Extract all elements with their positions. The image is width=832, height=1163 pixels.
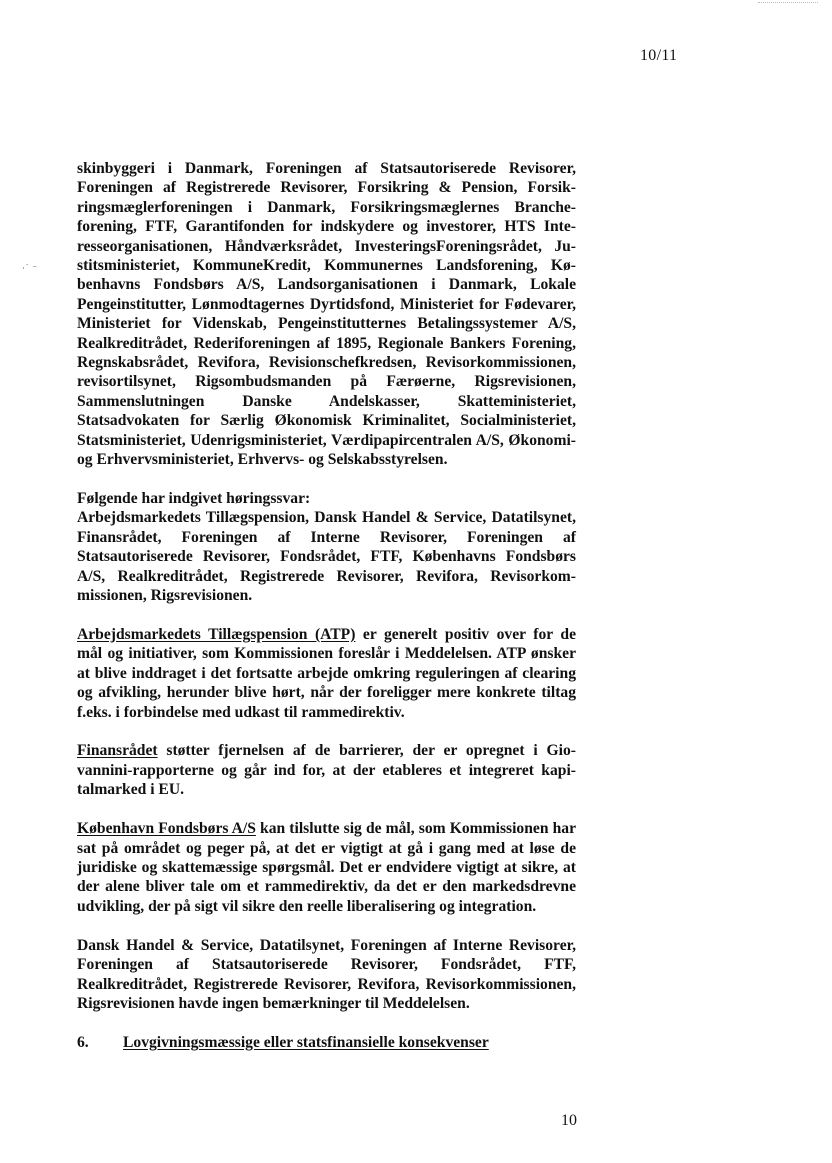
fondsboers-paragraph [77, 819, 576, 916]
finansraadet-label: Finansrådet [77, 742, 158, 760]
fondsboers-label: København Fondsbørs A/S [77, 820, 256, 838]
respondents-list: Arbejdsmarkedets Tillægspension, Dansk Handel & Service, Datatilsynet, Finansrådet, Foreningen af Interne Revisorer, Foreningen af Statsautoriserede Revisorer, Fondsrådet, FTF, Københavns Fondsbørs A/S, Realkreditrådet, Registrerede Revisorer, Revifora, Revisorkommissionen, Rigsrevisionen. [77, 509, 576, 605]
scan-artifact [758, 2, 818, 3]
respondents-heading: Følgende har indgivet høringssvar: [77, 490, 311, 507]
consulted-parties-paragraph: skinbyggeri i Danmark, Foreningen af Statsautoriserede Revisorer, Foreningen af Registrerede Revisorer, Forsikring & Pension, Forsikringsmæglerforeningen i Danmark, Forsikringsmæglernes Brancheforening, FTF, Garantifonden for indskydere og investorer, HTS Interesseorganisationen, Håndværksrådet, InvesteringsForeningsrådet, Justitsministeriet, KommuneKredit, Kommunernes Landsforening, Københavns Fondsbørs A/S, Landsorganisationen i Danmark, Lokale Pengeinstitutter, Lønmodtagernes Dyrtidsfond, Ministeriet for Fødevarer, Ministeriet for Videnskab, Pengeinstitutternes Betalingssystemer A/S, Realkreditrådet, Rederiforeningen af 1895, Regionale Bankers Forening, Regnskabsrådet, Revifora, Revisionschefkredsen, Revisorkommissionen, revisortilsynet, Rigsombudsmanden på Færøerne, Rigsrevisionen, Sammenslutningen Danske Andelskasser, Skatteministeriet, Statsadvokaten for Særlig Økonomisk Kriminalitet, Socialministeriet, Statsministeriet, Udenrigsministeriet, Værdipapircentralen A/S, Økonomi- og Erhvervsministeriet, Erhvervs- og Selskabsstyrelsen. [77, 160, 576, 469]
section-heading [77, 1033, 576, 1052]
finansraadet-text: støtter fjernelsen af de barrierer, der er opregnet i Giovannini-rapporterne og går ind for, at der etableres et integreret kapitalmarked i EU. [77, 742, 576, 799]
scan-artifact: ·˙ ⁻ [22, 264, 37, 274]
fondsboers-text: kan tilslutte sig de mål, som Kommissionen har sat på området og peger på, at det er vigtigt at gå i gang med at løse de juridiske og skattemæssige spørgsmål. Det er endvidere vigtigt at sikre, at der alene bliver tale om et rammedirektiv, da det er den markedsdrevne udvikling, der på sigt vil sikre den reelle liberalisering og integration. [77, 820, 576, 915]
atp-text: er generelt positiv over for de mål og initiativer, som Kommissionen foreslår i Meddelelsen. ATP ønsker at blive inddraget i det fortsatte arbejde omkring reguleringen af clearing og afvikling, herunder blive hørt, når der foreligger mere konkrete tiltag f.eks. i forbindelse med udkast til rammedirektiv. [77, 625, 576, 721]
finansraadet-paragraph [77, 741, 576, 799]
atp-paragraph [77, 625, 576, 722]
document-body [77, 159, 576, 1052]
page-reference: 10/11 [640, 47, 678, 64]
section-title: Lovgivningsmæssige eller statsfinansielle konsekvenser [123, 1033, 489, 1051]
section-number: 6. [77, 1033, 89, 1051]
no-comments-paragraph: Dansk Handel & Service, Datatilsynet, Foreningen af Interne Revisorer, Foreningen af Statsautoriserede Revisorer, Fondsrådet, FTF, Realkreditrådet, Registrerede Revisorer, Revifora, Revisorkommissionen, Rigsrevisionen havde ingen bemærkninger til Meddelelsen. [77, 936, 576, 1012]
respondents-paragraph [77, 489, 576, 605]
page-number: 10 [561, 1112, 577, 1129]
atp-label: Arbejdsmarkedets Tillægspension (ATP) [77, 625, 356, 643]
